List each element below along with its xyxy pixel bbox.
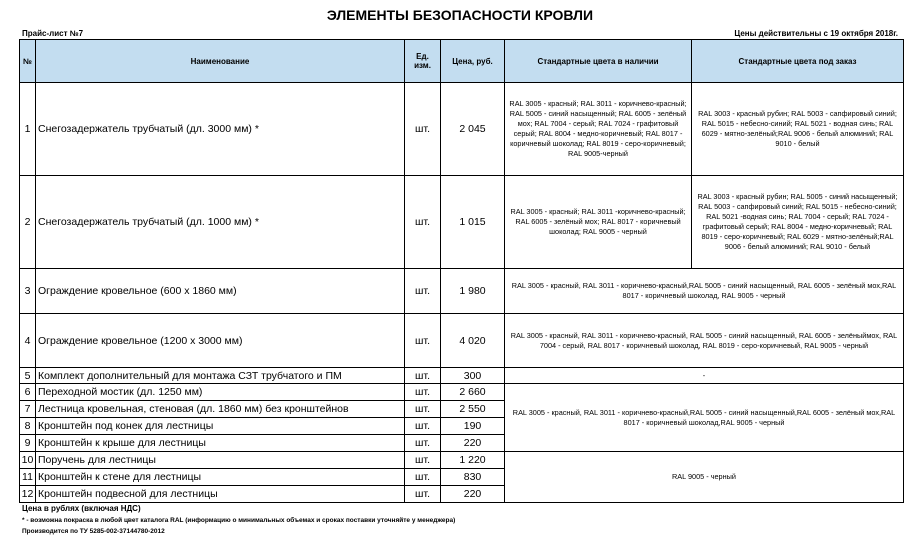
row-colors-merged: -	[505, 368, 904, 384]
row-price: 1 220	[441, 452, 505, 469]
row-name: Лестница кровельная, стеновая (дл. 1860 мм) без кронштейнов	[36, 401, 405, 418]
row-price: 220	[441, 435, 505, 452]
row-name: Кронштейн подвесной для лестницы	[36, 486, 405, 503]
row-unit: шт.	[405, 401, 441, 418]
group-colors-rows-6-9: RAL 3005 - красный, RAL 3011 - коричнево-красный,RAL 5005 - синий насыщенный,RAL 6005 - зелёный мох,RAL 8017 - коричневый шоколад,RAL 9005 - черный	[505, 384, 904, 452]
header-unit: Ед. изм.	[405, 40, 441, 83]
row-unit: шт.	[405, 314, 441, 368]
row-num: 6	[20, 384, 36, 401]
row-unit: шт.	[405, 269, 441, 314]
row-num: 2	[20, 176, 36, 269]
row-price: 4 020	[441, 314, 505, 368]
row-price: 190	[441, 418, 505, 435]
row-num: 4	[20, 314, 36, 368]
valid-from-label: Цены действительны с 19 октября 2018г.	[734, 29, 898, 38]
header-name: Наименование	[36, 40, 405, 83]
price-table	[19, 39, 904, 503]
row-unit: шт.	[405, 176, 441, 269]
row-name: Снегозадержатель трубчатый (дл. 1000 мм) *	[36, 176, 405, 269]
row-colors-merged: RAL 3005 - красный, RAL 3011 - коричнево-красный, RAL 5005 - синий насыщенный, RAL 6005 - зелёныймох, RAL 7004 - серый, RAL 8017 - коричневый шоколад, RAL 8019 - серо-коричневый, RAL 9005 - черный	[505, 314, 904, 368]
painting-note: * - возможна покраска в любой цвет каталога RAL (информацию о минимальных объемах и сроках поставки уточняйте у менеджера)	[22, 517, 456, 524]
header-price: Цена, руб.	[441, 40, 505, 83]
row-name: Переходной мостик (дл. 1250 мм)	[36, 384, 405, 401]
header-row	[20, 40, 904, 83]
row-unit: шт.	[405, 435, 441, 452]
row-stock-colors: RAL 3005 - красный; RAL 3011 - коричнево-красный; RAL 5005 - синий насыщенный; RAL 6005 - зелёный мох; RAL 7004 - серый; RAL 7024 - графитовый серый; RAL 8004 - медно-коричневый; RAL 8017 - коричневый шоколад; RAL 8019 - серо-коричневый; RAL 9005-черный	[505, 83, 692, 176]
document-title: ЭЛЕМЕНТЫ БЕЗОПАСНОСТИ КРОВЛИ	[326, 7, 594, 23]
row-price: 2 660	[441, 384, 505, 401]
row-num: 12	[20, 486, 36, 503]
tu-note: Производится по ТУ 5285-002-37144780-2012	[22, 528, 165, 535]
row-name: Ограждение кровельное (1200 х 3000 мм)	[36, 314, 405, 368]
row-num: 7	[20, 401, 36, 418]
header-order-colors: Стандартные цвета под заказ	[692, 40, 904, 83]
header-num: №	[20, 40, 36, 83]
table-row	[20, 314, 904, 368]
row-unit: шт.	[405, 486, 441, 503]
currency-note: Цена в рублях (включая НДС)	[22, 504, 141, 513]
row-num: 8	[20, 418, 36, 435]
row-name: Кронштейн под конек для лестницы	[36, 418, 405, 435]
row-unit: шт.	[405, 384, 441, 401]
row-name: Снегозадержатель трубчатый (дл. 3000 мм) *	[36, 83, 405, 176]
table-row	[20, 83, 904, 176]
row-price: 2 550	[441, 401, 505, 418]
row-name: Кронштейн к крыше для лестницы	[36, 435, 405, 452]
row-unit: шт.	[405, 418, 441, 435]
row-price: 300	[441, 368, 505, 384]
price-list-label: Прайс-лист №7	[22, 29, 84, 38]
row-price: 1 980	[441, 269, 505, 314]
row-name: Кронштейн к стене для лестницы	[36, 469, 405, 486]
row-price: 1 015	[441, 176, 505, 269]
row-colors-merged: RAL 3005 - красный, RAL 3011 - коричнево-красный,RAL 5005 - синий насыщенный, RAL 6005 - зелёный мох,RAL 8017 - коричневый шоколад, RAL 9005 - черный	[505, 269, 904, 314]
row-order-colors: RAL 3003 - красный рубин; RAL 5003 - сапфировый синий; RAL 5015 - небесно-синий; RAL 5021 - водная синь; RAL 6029 - мятно-зелёный;RAL 9006 - белый алюминий; RAL 9010 - белый	[692, 83, 904, 176]
row-name: Поручень для лестницы	[36, 452, 405, 469]
row-unit: шт.	[405, 452, 441, 469]
table-row	[20, 368, 904, 384]
table-row	[20, 384, 904, 401]
row-num: 3	[20, 269, 36, 314]
row-num: 11	[20, 469, 36, 486]
row-name: Ограждение кровельное (600 х 1860 мм)	[36, 269, 405, 314]
row-price: 220	[441, 486, 505, 503]
row-order-colors: RAL 3003 - красный рубин; RAL 5005 - синий насыщенный; RAL 5003 - сапфировый синий; RAL 5015 - небесно-синий; RAL 5021 -водная синь; RAL 7004 - серый; RAL 7024 - графитовый серый; RAL 8004 - медно-коричневый; RAL 8019 - серо-коричневый; RAL 6029 - мятно-зелёный;RAL 9006 - белый алюминий; RAL 9010 - белый	[692, 176, 904, 269]
row-num: 9	[20, 435, 36, 452]
table-row	[20, 452, 904, 469]
row-unit: шт.	[405, 469, 441, 486]
row-num: 5	[20, 368, 36, 384]
row-name: Комплект дополнительный для монтажа СЗТ трубчатого и ПМ	[36, 368, 405, 384]
row-unit: шт.	[405, 83, 441, 176]
row-price: 830	[441, 469, 505, 486]
row-price: 2 045	[441, 83, 505, 176]
row-stock-colors: RAL 3005 - красный; RAL 3011 -коричнево-красный; RAL 6005 - зелёный мох; RAL 8017 - коричневый шоколад; RAL 9005 - черный	[505, 176, 692, 269]
row-num: 10	[20, 452, 36, 469]
group-colors-rows-10-12: RAL 9005 - черный	[505, 452, 904, 503]
header-stock-colors: Стандартные цвета в наличии	[505, 40, 692, 83]
table-row	[20, 176, 904, 269]
row-num: 1	[20, 83, 36, 176]
table-row	[20, 269, 904, 314]
row-unit: шт.	[405, 368, 441, 384]
